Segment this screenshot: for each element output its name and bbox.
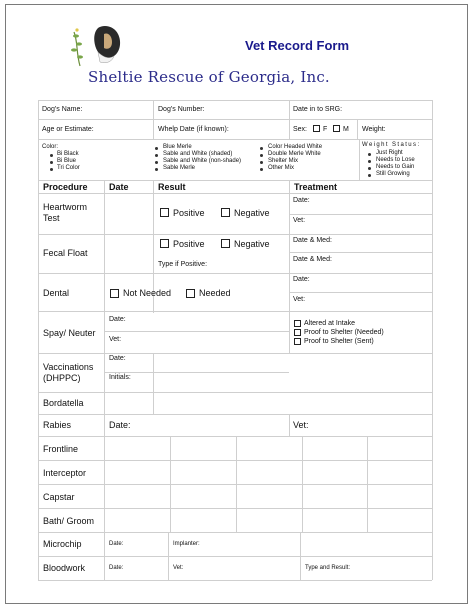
vacc-initials-label: Initials: [109, 374, 131, 381]
color-option: Color Headed White [268, 144, 323, 150]
weight-status-option: Needs to Gain [376, 164, 415, 170]
proof-needed-label: Proof to Shelter (Needed) [304, 329, 384, 336]
treatment-header: Treatment [294, 182, 338, 192]
heartworm-date-label: Date: [293, 197, 310, 204]
fecal-date-med-label: Date & Med: [293, 256, 332, 263]
bath-groom-label: Bath/ Groom [43, 516, 95, 526]
altered-label: Altered at Intake [304, 320, 355, 327]
fecal-float-label: Fecal Float [43, 248, 88, 258]
heartworm-positive-checkbox[interactable] [160, 208, 169, 217]
color-option: Blue Merle [163, 144, 192, 150]
organization-name: Sheltie Rescue of Georgia, Inc. [88, 68, 330, 86]
dental-not-needed-checkbox[interactable] [110, 289, 119, 298]
color-option: Double Merle White [268, 151, 321, 157]
vacc-date-label: Date: [109, 355, 126, 362]
dental-vet-label: Vet: [293, 296, 306, 303]
bloodwork-type-label: Type and Result: [305, 565, 351, 571]
date-header: Date [109, 182, 129, 192]
capstar-label: Capstar [43, 492, 75, 502]
weight-label: Weight: [362, 126, 386, 133]
color-option: Sable and White (non-shade) [163, 158, 242, 164]
heartworm-positive-label: Positive [173, 208, 205, 218]
dogs-number-label: Dog’s Number: [158, 106, 205, 113]
interceptor-label: Interceptor [43, 468, 87, 478]
spay-vet-label: Vet: [109, 336, 122, 343]
spay-neuter-label: Spay/ Neuter [43, 328, 96, 338]
fecal-date-med-label: Date & Med: [293, 237, 332, 244]
fecal-positive-label: Positive [173, 239, 205, 249]
color-option: Bi Blue [57, 158, 77, 164]
color-option: Sable and White (shaded) [163, 151, 233, 157]
sex-f-label: F [323, 126, 328, 133]
spay-date-label: Date: [109, 316, 126, 323]
proof-sent-checkbox[interactable] [294, 338, 301, 345]
proof-needed-checkbox[interactable] [294, 329, 301, 336]
color-option: Bi Black [57, 151, 79, 157]
vaccinations-label: Vaccinations (DHPPC) [43, 362, 94, 383]
sheltie-logo [68, 22, 128, 74]
rabies-label: Rabies [43, 420, 72, 430]
bloodwork-vet-label: Vet: [173, 565, 184, 571]
color-label: Color: [42, 144, 59, 150]
heartworm-negative-label: Negative [234, 208, 270, 218]
color-option: Sable Merle [163, 165, 196, 171]
fecal-negative-checkbox[interactable] [221, 239, 230, 248]
dental-label: Dental [43, 288, 70, 298]
age-label: Age or Estimate: [42, 126, 94, 133]
microchip-label: Microchip [43, 539, 82, 549]
rabies-date-label: Date: [109, 420, 131, 430]
sex-m-checkbox[interactable] [333, 125, 340, 132]
weight-status-option: Just Right [376, 150, 403, 156]
dogs-name-label: Dog’s Name: [42, 106, 83, 113]
color-option: Other Mix [268, 165, 295, 171]
heartworm-negative-checkbox[interactable] [221, 208, 230, 217]
result-header: Result [158, 182, 186, 192]
whelp-date-label: Whelp Date (if known): [158, 126, 229, 133]
bloodwork-label: Bloodwork [43, 563, 86, 573]
type-if-positive-label: Type if Positive: [158, 261, 208, 268]
heartworm-label: Heartworm Test [43, 202, 88, 223]
weight-status-option: Still Growing [376, 171, 410, 177]
frontline-label: Frontline [43, 444, 79, 454]
rabies-vet-label: Vet: [293, 420, 309, 430]
fecal-negative-label: Negative [234, 239, 270, 249]
heartworm-vet-label: Vet: [293, 217, 306, 224]
color-option: Tri Color [57, 165, 80, 171]
microchip-implanter-label: Implanter: [173, 541, 200, 547]
dental-date-label: Date: [293, 276, 310, 283]
date-in-label: Date in to SRG: [293, 106, 343, 113]
altered-checkbox[interactable] [294, 320, 301, 327]
bordatella-label: Bordatella [43, 398, 84, 408]
weight-status-option: Needs to Lose [376, 157, 415, 163]
procedure-header: Procedure [43, 182, 88, 192]
sex-m-label: M [343, 126, 349, 133]
bloodwork-date-label: Date: [109, 565, 124, 571]
weight-status-label: Weight Status: [362, 142, 421, 148]
sex-label: Sex: [293, 126, 308, 133]
color-option: Shelter Mix [268, 158, 299, 164]
dental-needed-checkbox[interactable] [186, 289, 195, 298]
form-title: Vet Record Form [245, 38, 350, 53]
microchip-date-label: Date: [109, 541, 124, 547]
dental-needed-label: Needed [199, 288, 231, 298]
proof-sent-label: Proof to Shelter (Sent) [304, 338, 374, 345]
dental-not-needed-label: Not Needed [123, 288, 172, 298]
fecal-positive-checkbox[interactable] [160, 239, 169, 248]
sex-f-checkbox[interactable] [313, 125, 320, 132]
